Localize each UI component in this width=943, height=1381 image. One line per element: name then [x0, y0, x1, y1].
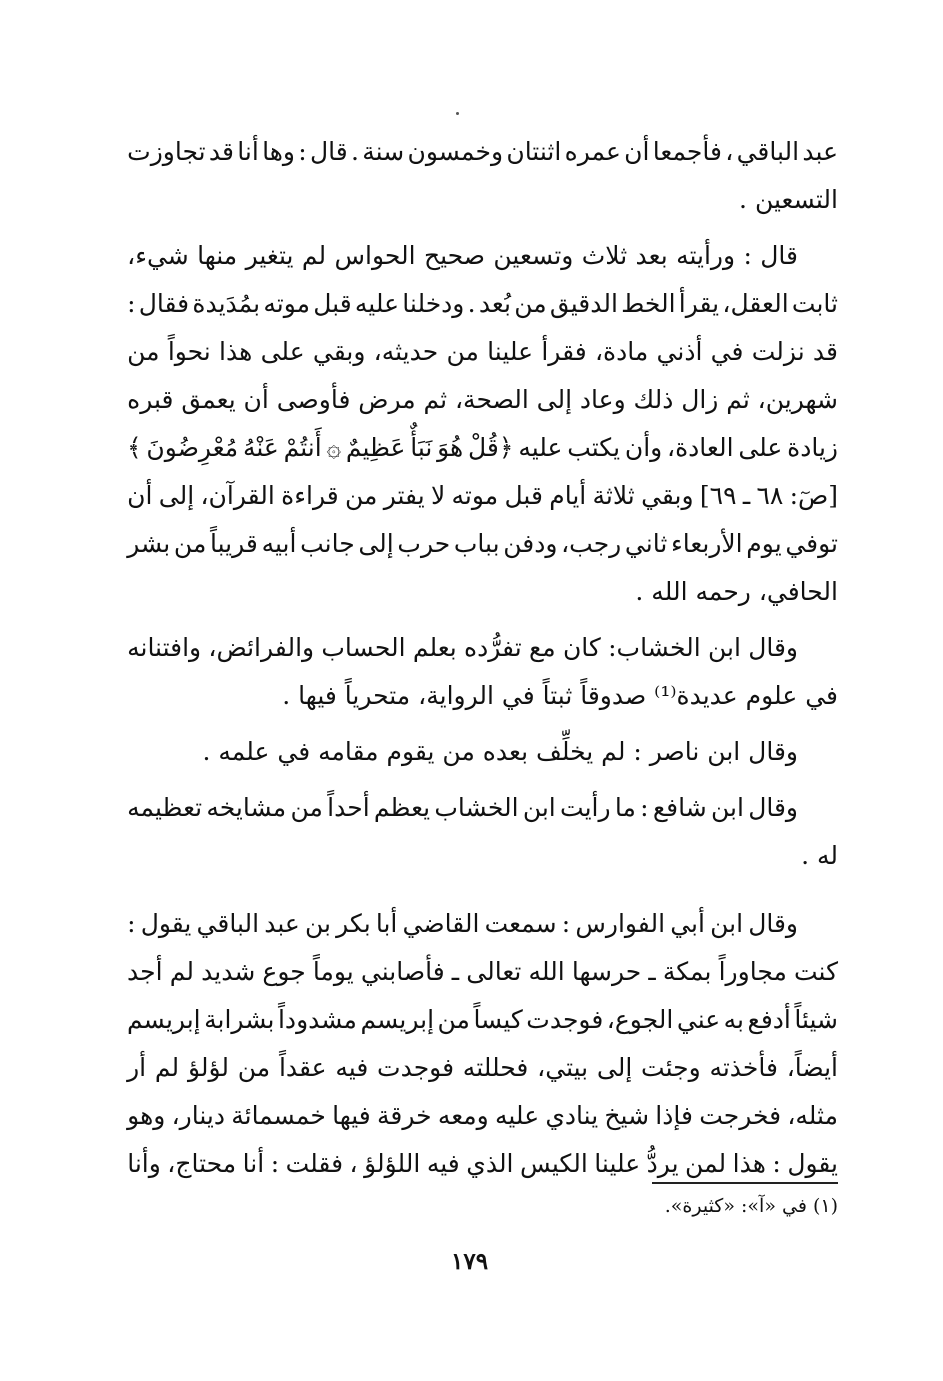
text-line: قد نزلت في أذني مادة، فقرأ علينا من حديثه، وبقي على هذا نحواً من: [127, 337, 838, 366]
text-line: شيئاً أدفع به عني الجوع، فوجدت كيساً من إبريسم مشدوداً بشرابة إبريسم: [127, 1005, 838, 1034]
text-line: وقال ابن شافع : ما رأيت ابن الخشاب يعظم أحداً من مشايخه تعظيمه: [127, 793, 798, 822]
text-line: يقول : هذا لمن يردُّ علينا الكيس الذي فيه اللؤلؤ ، فقلت : أنا محتاج، وأنا: [127, 1149, 838, 1178]
quran-verse-line: زيادة على العادة، وأن يكتب عليه ﴿قُلْ هُوَ نَبَأٌ عَظِيمٌ ۞ أَنتُمْ عَنْهُ مُعْرِضُونَ ﴾: [127, 433, 838, 462]
text-line: التسعين .: [739, 185, 838, 214]
text-line: كنت مجاوراً بمكة ـ حرسها الله تعالى ـ فأصابني يوماً جوع شديد لم أجد: [127, 957, 838, 986]
text-line: أيضاً، فأخذته وجئت إلى بيتي، فحللته فوجدت فيه عقداً من لؤلؤ لم أر: [127, 1053, 838, 1082]
text-line: شهرين، ثم زال ذلك وعاد إلى الصحة، ثم مرض فأوصى أن يعمق قبره: [127, 385, 838, 414]
text-line: عبد الباقي ، فأجمعا أن عمره اثنتان وخمسون سنة . قال : وها أنا قد تجاوزت: [127, 137, 838, 166]
page-mark: [456, 112, 459, 115]
footnote-divider: [652, 1182, 838, 1184]
text-line: ثابت العقل، يقرأ الخط الدقيق من بُعد . ودخلنا عليه قبل موته بمُدَيدة فقال :: [127, 289, 838, 318]
text-line: الحافي، رحمه الله .: [635, 577, 838, 606]
text-line: وقال ابن أبي الفوارس : سمعت القاضي أبا بكر بن عبد الباقي يقول :: [127, 909, 798, 938]
footnote-ref-line: في علوم عديدة⁽¹⁾ صدوقاً ثبتاً في الرواية، متحرياً فيها .: [282, 681, 838, 710]
text-line: [صٓ: ٦٨ ـ ٦٩] وبقي ثلاثة أيام قبل موته لا يفتر من قراءة القرآن، إلى أن: [127, 481, 838, 510]
text-line: قال : ورأيته بعد ثلاث وتسعين صحيح الحواس لم يتغير منها شيء،: [127, 241, 798, 270]
text-line: مثله، فخرجت فإذا شيخ ينادي عليه ومعه خرقة فيها خمسمائة دينار، وهو: [127, 1101, 838, 1130]
text-line: وقال ابن الخشاب: كان مع تفرُّده بعلم الحساب والفرائض، وافتنانه: [127, 633, 798, 662]
main-text: [127, 128, 838, 1188]
text-line: توفي يوم الأربعاء ثاني رجب، ودفن بباب حرب إلى جانب أبيه قريباً من بشر: [127, 529, 838, 558]
text-line: له .: [801, 841, 838, 870]
text-line: وقال ابن ناصر : لم يخلِّف بعده من يقوم مقامه في علمه .: [202, 737, 798, 766]
page-number: ١٧٩: [451, 1248, 489, 1275]
footnote: (١) في «آ»: «كثيرة».: [664, 1195, 838, 1217]
